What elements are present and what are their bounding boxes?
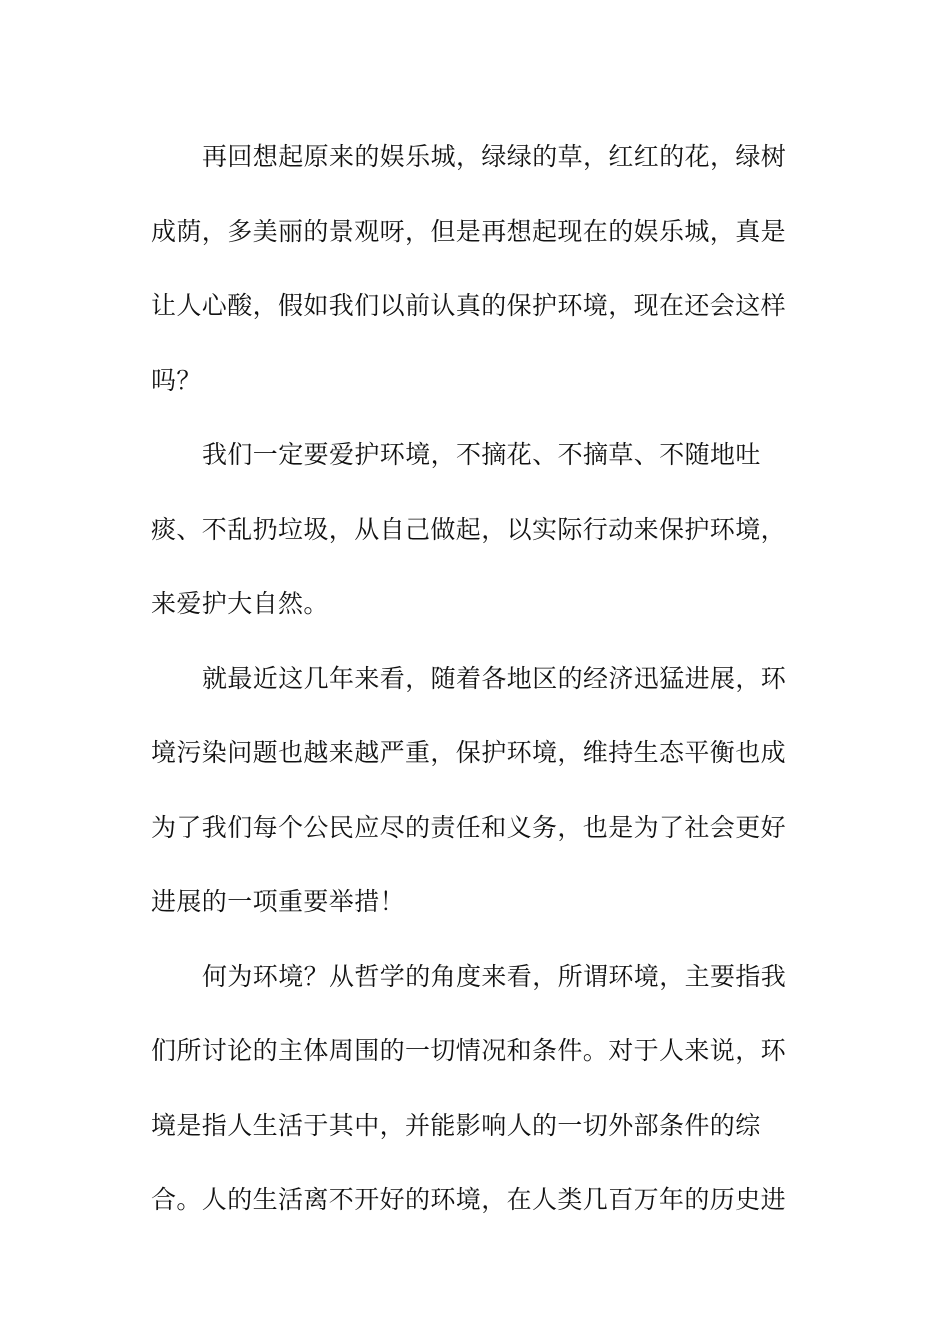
text-line: 来爱护大自然。 (151, 589, 329, 618)
text-line: 合。人的生活离不开好的环境，在人类几百万年的历史进 (151, 1185, 787, 1214)
text-line: 就最近这几年来看，随着各地区的经济迅猛进展，环 (202, 663, 787, 693)
paragraph (151, 120, 791, 418)
text-line: 境是指人生活于其中，并能影响人的一切外部条件的综 (151, 1110, 761, 1140)
paragraph (151, 418, 791, 642)
text-line: 我们一定要爱护环境，不摘花、不摘草、不随地吐 (202, 440, 761, 469)
text-line: 再回想起原来的娱乐城，绿绿的草，红红的花，绿树 (202, 142, 787, 171)
text-line: 何为环境？从哲学的角度来看，所谓环境，主要指我 (202, 961, 787, 991)
text-line: 成荫，多美丽的景观呀，但是再想起现在的娱乐城，真是 (151, 216, 787, 246)
text-line: 境污染问题也越来越严重，保护环境，维持生态平衡也成 (151, 738, 787, 767)
paragraph (151, 642, 791, 940)
text-line: 吗？ (151, 365, 202, 395)
text-line: 们所讨论的主体周围的一切情况和条件。对于人来说，环 (151, 1036, 787, 1065)
text-line: 为了我们每个公民应尽的责任和义务，也是为了社会更好 (151, 812, 787, 842)
text-line: 痰、不乱扔垃圾，从自己做起，以实际行动来保护环境， (151, 514, 787, 544)
text-line: 让人心酸，假如我们以前认真的保护环境，现在还会这样 (151, 291, 787, 320)
text-line: 进展的一项重要举措！ (151, 887, 406, 916)
document-body (151, 120, 791, 1238)
paragraph (151, 940, 791, 1238)
